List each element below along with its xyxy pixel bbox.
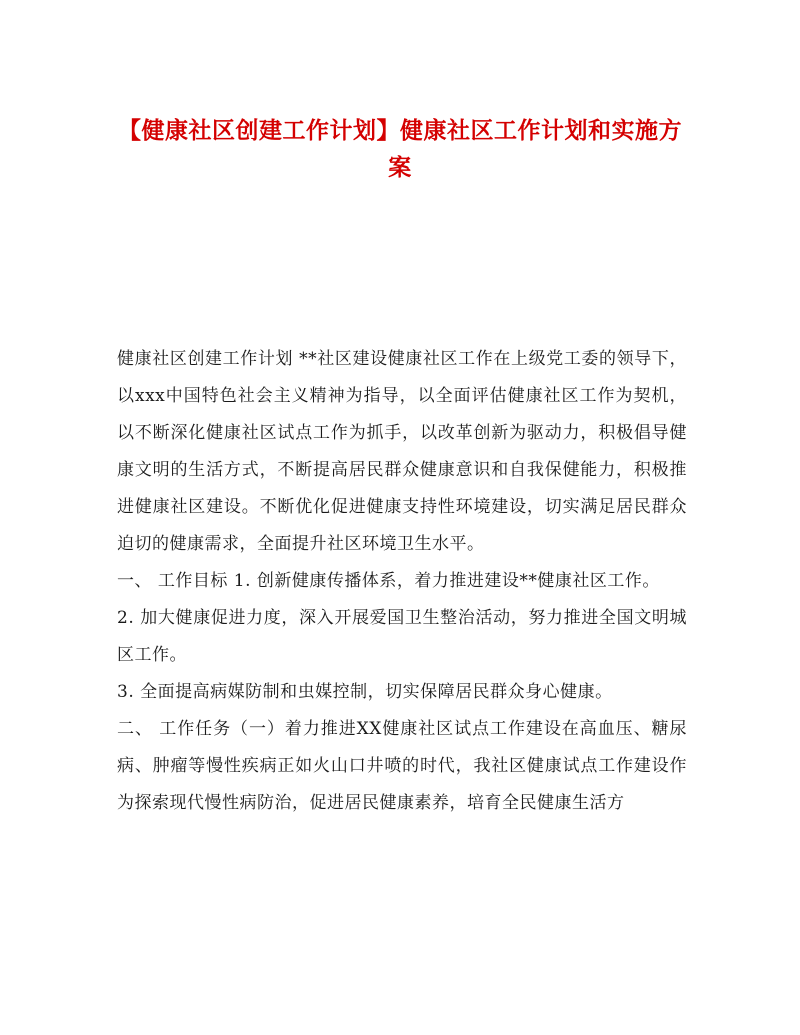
document-body [117,341,687,822]
document-title: 【健康社区创建工作计划】健康社区工作计划和实施方案 [118,117,682,181]
paragraph-tasks: 二、 工作任务（一）着力推进XX健康社区试点工作建设在高血压、糖尿病、肿瘤等慢性疾病正如火山口井喷的时代，我社区健康试点工作建设作为探索现代慢性病防治，促进居民健康素养，培育全民健康生活方 [117,719,687,813]
paragraph-intro: 健康社区创建工作计划 **社区建设健康社区工作在上级党工委的领导下，以xxx中国特色社会主义精神为指导，以全面评估健康社区工作为契机，以不断深化健康社区试点工作为抓手，以改革创新为驱动力，积极倡导健康文明的生活方式，不断提高居民群众健康意识和自我保健能力，积极推进健康社区建设。不断优化促进健康支持性环境建设，切实满足居民群众迫切的健康需求，全面提升社区环境卫生水平。 [117,349,687,554]
paragraph-goals-1: 一、 工作目标 1. 创新健康传播体系，着力推进建设**健康社区工作。 [117,571,660,591]
paragraph-goals-3: 3. 全面提高病媒防制和虫媒控制，切实保障居民群众身心健康。 [117,682,613,702]
paragraph-goals-2: 2. 加大健康促进力度，深入开展爱国卫生整治活动，努力推进全国文明城区工作。 [117,608,687,665]
